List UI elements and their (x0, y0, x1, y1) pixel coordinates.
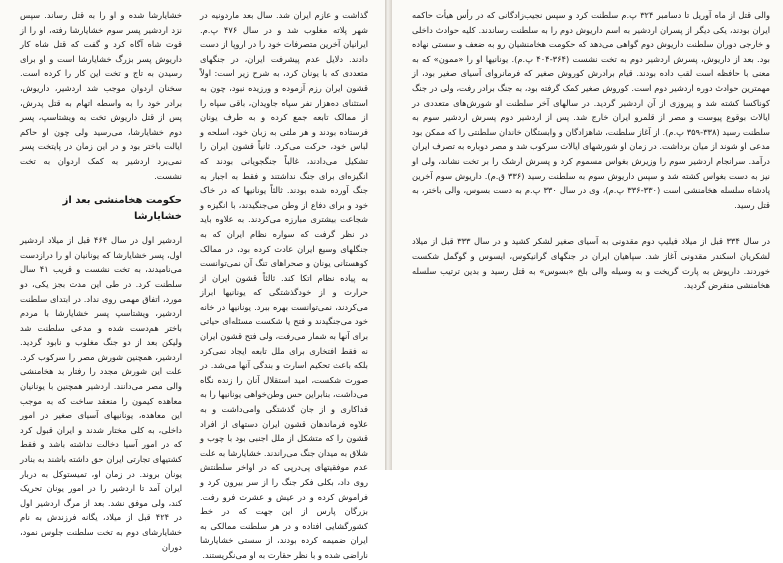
left-page-right-column (200, 8, 368, 560)
paragraph: خشایارشا شده و او را به قتل رساند. سپس نزد اردشیر پسر سوم خشایارشا رفته، او را از قوت شاه آگاه کرد و گفت که قتل شاه کار داریوش پسر بزرگ خشایارشا است و او برای رسیدن به تاج و تخت این کار را کرده است. سخنان اردوان موجب شد اردشیر، داریوش، برادر خود را به واسطه اتهام به قتل پدرش، پس از قتل داریوش تخت به ویشتاسپ، پسر دوم خشایارشا، می‌رسید ولی چون او حاکم ایالت باختر بود و در این زمان در پایتخت پسر نمی‌برد اردشیر به کمک اردوان به تخت نشست. (20, 10, 182, 181)
book-gutter (385, 0, 392, 470)
right-page (392, 0, 783, 470)
left-page-left-column (20, 8, 183, 552)
paragraph: گذاشت و عازم ایران شد. سال بعد ماردونیه در شهر پلاته مغلوب شد و در سال ۴۷۶ پ.م. ایرانیان آخرین متصرفات خود را در اروپا از دست دادند. دلایل عدم پیشرفت ایران، در جنگهای متعددی که با یونان کرد، به شرح زیر است: اولاً قشون ایران رزم آزموده و ورزیده نبود، چون به استثنای ده‌هزار نفر سپاه جاویدان، باقی سپاه را از ممالک تابعه جمع کرده و به طرف یونان فرستاده بودند و هر ملتی به زبان خود، اسلحه و لباس خود، حرکت می‌کرد. ثانیاً قشون ایران را تشکیل می‌دادند، غالباً جنگجویانی بودند که انگیزه‌ای برای جنگ نداشتند و فقط به اجبار به جنگ آورده شده بودند. ثالثاً یونانیها که در خاک خود و برای دفاع از وطن می‌جنگیدند، با انگیزه و شجاعت بیشتری مبارزه می‌کردند. به علاوه باید در نظر گرفت که سواره نظام ایران که به جنگلهای وسیع ایران عادت کرده بود، در ممالک کوهستانی یونان و صحرا‌های تنگ آن نمی‌توانست به پیاده نظام اتکا کند. ثالثاً قشون ایران از حرارت و از خودگذشتگی که یونانیها ابراز می‌کردند، نمی‌توانست بهره ببرد. یونانیها در خانه خود می‌جنگیدند و فتح یا شکست مسئله‌ای حیاتی برای آنها به شمار می‌رفت، ولی فتح قشون ایران نه فقط افتخاری برای ملل تابعه ایجاد نمی‌کرد بلکه باعث تحکیم اسارت و بندگی آنها می‌شد. در صورت شکست، امید استقلال آنان را زنده نگاه می‌داشت، بنابراین حس وطن‌خواهی یونانیها را به فداکاری و از جان گذشتگی وامی‌داشت و به علاوه فرماندهان قشون ایران دستهای از افراد قشون را که متشکل از ملل اجنبی بود با چوب و شلاق به میدان جنگ می‌راندند. خشایارشا به علت عدم موفقیتهای پی‌درپی که در اواخر سلطنتش روی داد، بکلی فکر جنگ را از سر بیرون کرد و فراموش کرده و در عیش و عشرت فرو رفت. بزرگان پارس از این جهت که در خط کشورگشایی افتاده و در هر سلطنت ممالکی به ایران ضمیمه کرده بودند، از سستی خشایارشا ناراضی شده و با نظر حقارت به او می‌نگریستند. (200, 10, 368, 560)
section-heading: حکومت هخامنشی بعد از خشایارشا (62, 195, 182, 223)
paragraph-gap (412, 212, 770, 234)
left-page (0, 0, 385, 560)
paragraph: در سال ۳۳۴ قبل از میلاد فیلیپ دوم مقدونی به آسیای صغیر لشکر کشید و در سال ۳۳۳ قبل از میلاد لشکریان اسکندر مقدونی آغاز شد. سپاهیان ایران در جنگهای گرانیکوس، ایسوس و گوگمل شکست خوردند. داریوش به پارت گریخت و به وسیله والی بلخ «بسوس» به قتل رسید و بدین ترتیب سلسله هخامنشی منقرض گردید. (412, 236, 771, 291)
paragraph: اردشیر اول در سال ۴۶۴ قبل از میلاد اردشیر اول، پسر خشایارشا که یونانیان او را درازدست می‌نامیدند، به تخت نشست و قریب ۴۱ سال سلطنت کرد. در طی این مدت بجز یکی، دو مورد، اتفاق مهمی روی نداد. در ابتدای سلطنت اردشیر، ویشتاسپ پسر خشایارشا با مردم باختر هم‌دست شده و مدعی سلطنت شد ولیکن بعد از دو جنگ مغلوب و نابود گردید. اردشیر، همچنین شورش مصر را سرکوب کرد. علت این شورش مجدد را رفتار بد هخامنشی والی مصر می‌دانند. اردشیر همچنین با یونانیان معاهده کیمون را منعقد ساخت که به موجب این معاهده، یونانیهای آسیای صغیر در امور داخلی، به کلی مختار شدند و ایران قبول کرد که در امور آسیا دخالت نداشته باشد و فقط کشتیهای تجارتی ایران حق داشته باشند به بنادر یونان بروند. در زمان او، تمیستوکل به دربار ایران آمد تا اردشیر را در امور یونان تحریک کند، ولی موفق نشد. بعد از مرگ اردشیر اول در ۴۲۴ قبل از میلاد، یگانه فرزندش به نام خشایارشای دوم به تخت سلطنت جلوس نمود، دوران (20, 235, 183, 552)
paragraph: والی قتل از ماه آوریل تا دسامبر ۳۲۴ پ.م سلطنت کرد و سپس نجیب‌زادگانی که در رأس هیأت حاکمه ایران بودند، یکی دیگر از پسران اردشیر به اسم داریوش دوم را به سلطنت رساندند. کلیه حوادث داخلی و خارجی دوران سلطنت داریوش دوم گواهی می‌دهد که حکومت هخامنشیان رو به ضعف و سستی نهاده بود. بعد از داریوش، پسرش اردشیر دوم به تخت نشست (۳۶۴-۴۰۴ پ.م). یونانیها او را «ممون» که به معنی با حافظه است لقب داده بودند. قیام برادرش کوروش صغیر که فرمانروای آسیای صغیر بود، از مهمترین حوادث دوره اردشیر دوم است. کوروش صغیر کمک گرفته بود، به جنگ برادر رفت، ولی در جنگ کوناکسا کشته شد و پیروزی از آن اردشیر گردید. در سالهای آخر سلطنت او شورش‌های متعددی در ایالات بوقوع پیوست و مصر از قلمرو ایران خارج شد. پس از اردشیر دوم پسرش اردشیر سوم به سلطنت رسید (۳۳۸-۳۵۹ پ.م). از آغاز سلطنت، شاهزادگان و وابستگان خاندان سلطنتی را که ممکن بود مدعی او شوند از میان برداشت. در زمان او شورشهای ایالات سرکوب شد و مصر دوباره به تصرف ایران درآمد. سرانجام اردشیر سوم را وزیرش بغواس مسموم کرد و پسرش ارشک را بر تخت نشاند، ولی او نیز به دست بغواس کشته شد و سپس داریوش سوم به سلطنت رسید (۳۳۶ ق.م). داریوش سوم آخرین پادشاه سلسله هخامنشی است (۳۳۰-۳۳۶ پ.م)، وی در سال ۳۳۰ پ.م به دست بسوس، والی باختر، به قتل رسید. (412, 10, 771, 210)
right-page-column (412, 8, 770, 468)
